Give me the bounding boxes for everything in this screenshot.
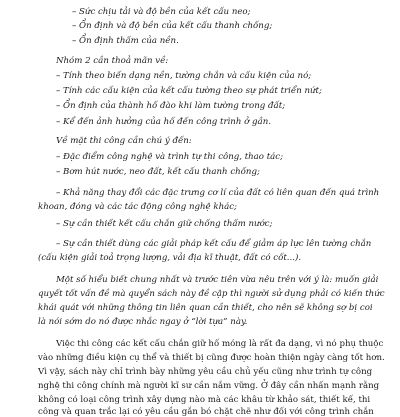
text-line-1: – Sức chịu tải và độ bền của kết cấu neo; [72,7,251,17]
text-line-18: quyết tốt vấn đề mà quyển sách này đề cập thì người sử dụng phải có kiến thức [38,289,385,299]
text-line-4: Nhóm 2 cần thoả mãn về: [56,56,169,66]
text-line-16: (cấu kiện giải toả trọng lượng, vải địa kĩ thuật, đất có cốt...). [38,253,302,263]
text-line-21: Việc thi công các kết cấu chắn giữ hố móng là rất đa dạng, vì nó phụ thuộc [56,339,384,349]
text-line-3: – Ổn định thấm của nền. [72,36,179,46]
text-line-17: Một số hiểu biết chung nhất và trước tiên vừa nêu trên với ý là: muốn giải [56,275,379,285]
text-line-11: – Bơm hút nước, neo đất, kết cấu thanh chống; [56,167,260,177]
text-line-25: không có loại công trình xây dựng nào mà các khâu từ khảo sát, thiết kế, thi [38,395,371,405]
text-line-7: – Ổn định của thành hố đào khi làm tường trong đất; [56,101,286,111]
text-line-23: Vì vậy, sách này chỉ trình bày những yêu cầu chủ yếu cũng như trình tự công [38,367,373,377]
text-line-19: khái quát với những thông tin liên quan cần thiết, cho nên sẽ không sợ bị coi [38,303,373,313]
text-line-6: – Tính các cấu kiện của kết cấu tường theo sự phát triển nứt; [56,86,322,96]
text-line-9: Về mặt thi công cần chú ý đến: [56,136,192,146]
text-line-26: công và quan trắc lại có yêu cầu gắn bó chặt chẽ như đối với công trình chắn [38,407,374,417]
text-line-15: – Sự cần thiết dùng các giải pháp kết cấu để giảm áp lực lên tường chắn [56,239,372,249]
text-line-2: – Ổn định và độ bền của kết cấu thanh chống; [72,21,273,31]
text-line-24: nghệ thi công chính mà người kĩ sư cần nắm vững. Ở đây cần nhấn mạnh rằng [38,381,380,391]
text-line-22: vào những điều kiện cụ thể và thiết bị cũng được hoàn thiện ngày càng tốt hơn. [38,353,385,363]
text-line-10: – Đặc điểm công nghệ và trình tự thi công, thao tác; [56,152,283,162]
text-line-12: – Khả năng thay đổi các đặc trưng cơ lí của đất có liên quan đến quá trình [56,188,380,198]
text-line-5: – Tính theo biến dạng nền, tường chắn và cấu kiện của nó; [56,71,312,81]
text-line-20: là nói sớm do nó được nhắc ngay ở “lời tựa” này. [38,317,248,327]
text-line-14: – Sự cần thiết kết cấu chắn giữ chống thấm nước; [56,219,273,229]
text-line-8: – Kể đến ảnh hưởng của hố đến công trình ở gần. [56,117,272,127]
text-line-13: khoan, đóng và các tác động công nghệ khác; [38,202,237,212]
